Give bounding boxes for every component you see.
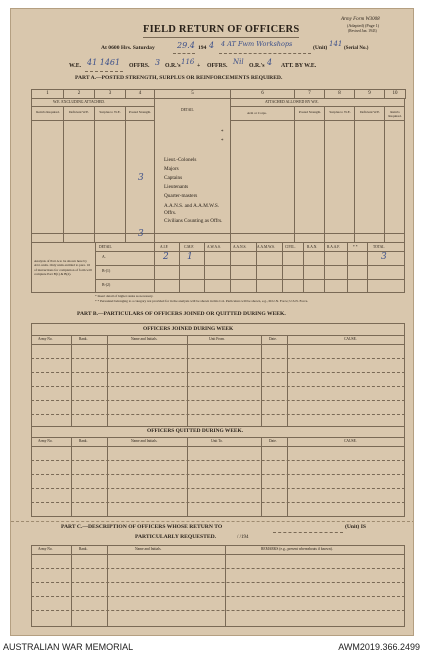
- col-number: 6: [231, 90, 295, 99]
- part-c-table: [31, 545, 405, 627]
- ors2-handwritten: 4: [267, 58, 273, 67]
- offrs-label: OFFRS.: [129, 63, 150, 69]
- joined-col-unit-from: Unit From.: [209, 337, 225, 341]
- analysis-aans-col: A.A.N.S.: [233, 245, 247, 249]
- arm-or-corps-col: Arm or Corps.: [247, 111, 267, 115]
- unit-handwritten: 4 AT Fwm Workshops: [221, 40, 293, 48]
- analysis-aamws-col: A.A.M.W.S.: [257, 245, 275, 249]
- total-posted-handwritten: 3: [138, 229, 144, 239]
- posted-strength-right-col: Posted Strength.: [298, 110, 322, 114]
- rank-quartermasters: Quarter-masters: [164, 193, 198, 199]
- archive-name: AUSTRALIAN WAR MEMORIAL: [3, 642, 134, 652]
- deficient-right-col: Deficient W.E.: [359, 110, 381, 114]
- quitted-col-date: Date.: [269, 439, 277, 443]
- footnote-2: * * Personnel belonging to a category not provided for in the analysis will be shown in this Col. Particulars will be shown, e.g., M.U.N. Force; U.S.N. Force.: [95, 299, 309, 303]
- quitted-col-name: Name and Initials.: [131, 439, 158, 443]
- part-c-requested: PARTICULARLY REQUESTED.: [135, 534, 217, 540]
- attached-allowed-heading: ATTACHED ALLOWED BY W.E.: [265, 100, 319, 104]
- analysis-detail-col: DETAIL: [99, 245, 112, 249]
- quitted-col-cause: CAUSE.: [344, 439, 357, 443]
- part-c-unit-is: (Unit) IS: [345, 524, 366, 530]
- detail-heading: DETAIL: [181, 108, 194, 112]
- form-id-line2: (Adapted) (Page 1): [347, 23, 380, 28]
- analysis-row-b1: B-(1): [102, 269, 111, 273]
- analysis-cmf-col: C.M.F.: [184, 245, 194, 249]
- form-id-line1: Army Form W3008: [341, 17, 380, 22]
- joined-title: OFFICERS JOINED DURING WEEK: [143, 326, 234, 332]
- quitted-col-army-no: Army No.: [38, 439, 53, 443]
- at-hours-label: At 0600 Hrs. Saturday: [101, 45, 155, 51]
- cmf-handwritten: 1: [187, 252, 193, 262]
- joined-col-cause: CAUSE.: [344, 337, 357, 341]
- we-handwritten: 41 1461: [87, 58, 121, 67]
- rank-captains: Captains: [164, 175, 183, 181]
- analysis-aif-col: A.I.F.: [160, 245, 169, 249]
- posted-strength-col: Posted Strength.: [128, 110, 152, 114]
- att-by-we-label: ATT. BY W.E.: [281, 63, 317, 69]
- quitted-col-rank: Rank.: [79, 439, 88, 443]
- deficient-col: Deficient W.E.: [68, 110, 90, 114]
- col-number: 2: [64, 90, 95, 99]
- part-c-date-fill: / /194: [237, 535, 249, 540]
- serial-label: (Serial No.): [344, 46, 369, 51]
- serial-handwritten: 141: [329, 40, 343, 48]
- part-c-col-remarks: REMARKS (e.g., present whereabouts if known).: [261, 547, 333, 551]
- form-page: Army Form W3008 (Adapted) (Page 1) (Revised Jan. 1943) FIELD RETURN OF OFFICERS At 0600 Hrs. Saturday 29.4 194 4 4 AT Fwm Workshops (Unit) 141 (Serial No.) W.E. 41 1461 OFFRS. 3 O.R.'s 116 + OFFRS. Nil O.R.'s 4 ATT. BY W.E. PART A.—POSTED STRENGTH, SURPLUS OR REINFORCEMENTS REQUIRED. 1 2 3 4 5 6 7 8 9 10 W.E. EXCLUDING ATTACHED. ATTACHED ALLOWED BY W.E. Rein'ts Required. Deficient W.E. Surplus to W.E. Posted Strength. DETAIL Arm or Corps. Posted Strength. Surplus to W.E. Deficient W.E. Rein'ts Required. * * Lieut.-Colonels Majors Captains Lieutenants Quarter-masters A.A.N.S. and A.A.M.W.S. Offrs. Civilians Counting as Offrs. 3 3 Analysis of Part A to be shown here by ALL units. Only units entitled to para. 16 of instructions for completion of form will complete Part B(1) & B(2). DETAIL A.I.F. C.M.F. A.W.A.S. A.A.N.S. A.A.M.W.S. CIVIL. R.A.N. R.A.A.F. * * TOTAL A. B-(1) B-(2) 2 1 3 * Insert detail of higher ranks as necessary. * * Personnel belonging to a category not provided for in the analysis will be shown in this Col. Particulars will be shown, e.g., M.U.N. Force; U.S.N. Force. PART B.—PARTICULARS OF OFFICERS JOINED OR QUITTED DURING WEEK. OFFICERS JOINED DURING WEEK Army No. Rank. Name and Initials. Unit From. Date. CAUSE. OFFICERS QUITTED DURING WEEK. Army No. Rank. Name and Initials. Unit To. Date. CAUSE. PART C.—DESCRIPTION OF OFFICERS WHOSE RETURN TO (Unit) IS PARTICULARLY REQUESTED. / /194 Army No. Rank. Name and Initials. REMARKS (e.g., present whereabouts if known).: [10, 8, 414, 636]
- col-number: 9: [355, 90, 385, 99]
- part-a-title: PART A.—POSTED STRENGTH, SURPLUS OR REINFORCEMENTS REQUIRED.: [75, 75, 283, 81]
- analysis-raaf-col: R.A.A.F.: [327, 245, 340, 249]
- surplus-col: Surplus to W.E.: [99, 110, 121, 114]
- surplus-right-col: Surplus to W.E.: [329, 110, 351, 114]
- rank-majors: Majors: [164, 166, 179, 172]
- rank-lt-colonels: Lieut.-Colonels: [164, 157, 197, 163]
- footnote-1: * Insert detail of higher ranks as necessary.: [95, 294, 154, 298]
- col-number: 7: [295, 90, 325, 99]
- aif-handwritten: 2: [163, 252, 169, 262]
- captains-handwritten: 3: [138, 173, 144, 183]
- col-number: 4: [126, 90, 155, 99]
- archive-id: AWM2019.366.2499: [338, 642, 420, 652]
- analysis-awas-col: A.W.A.S.: [207, 245, 221, 249]
- offrs2-label: OFFRS.: [207, 63, 228, 69]
- analysis-total-col: TOTAL: [373, 245, 385, 249]
- col-number: 10: [385, 90, 406, 99]
- analysis-ran-col: R.A.N.: [307, 245, 318, 249]
- total-handwritten: 3: [381, 252, 387, 262]
- col-number: 1: [32, 90, 64, 99]
- part-c-col-name: Name and Initials.: [135, 547, 162, 551]
- title-underline: [143, 37, 299, 38]
- joined-col-date: Date.: [269, 337, 277, 341]
- ors-handwritten: 116: [181, 58, 195, 66]
- col-number: 8: [325, 90, 355, 99]
- part-c-col-rank: Rank.: [79, 547, 88, 551]
- offrs-handwritten: 3: [155, 58, 161, 67]
- joined-col-name: Name and Initials.: [131, 337, 158, 341]
- we-label: W.E.: [69, 63, 82, 69]
- quitted-col-unit-to: Unit To.: [211, 439, 223, 443]
- form-title: FIELD RETURN OF OFFICERS: [143, 24, 300, 35]
- part-c-title: PART C.—DESCRIPTION OF OFFICERS WHOSE RETURN TO: [61, 524, 223, 530]
- fold-line: [11, 521, 414, 522]
- analysis-note: Analysis of Part A to be shown here by ALL units. Only units entitled to para. 16 of instructions for completion of form will complete Part B(1) & B(2).: [34, 259, 92, 276]
- rank-civilians: Civilians Counting as Offrs.: [164, 218, 223, 224]
- part-c-col-army-no: Army No.: [38, 547, 53, 551]
- col-number: 3: [95, 90, 126, 99]
- part-b-title: PART B.—PARTICULARS OF OFFICERS JOINED OR QUITTED DURING WEEK.: [77, 311, 286, 317]
- we-excluding-heading: W.E. EXCLUDING ATTACHED.: [53, 100, 105, 104]
- col-number: 5: [155, 90, 231, 99]
- analysis-row-b2: B-(2): [102, 283, 111, 287]
- rank-aans-aamws: A.A.N.S. and A.A.M.W.S. Offrs.: [164, 203, 220, 216]
- rein-required-right-col: Rein'ts Required.: [388, 110, 402, 119]
- joined-col-army-no: Army No.: [38, 337, 53, 341]
- quitted-title: OFFICERS QUITTED DURING WEEK.: [147, 428, 244, 434]
- ors2-label: O.R.'s: [249, 63, 265, 69]
- plus-sign: +: [197, 63, 201, 69]
- analysis-civil-col: CIVIL.: [285, 245, 296, 249]
- rank-lieutenants: Lieutenants: [164, 184, 189, 190]
- joined-col-rank: Rank.: [79, 337, 88, 341]
- unit-label: (Unit): [313, 45, 328, 51]
- year-label: 194: [198, 45, 207, 51]
- form-id-line3: (Revised Jan. 1943): [348, 29, 377, 33]
- analysis-row-a: A.: [102, 255, 106, 259]
- date-handwritten: 29.4: [177, 41, 195, 50]
- offrs2-handwritten: Nil: [233, 58, 244, 66]
- year-handwritten: 4: [209, 41, 215, 50]
- analysis-other-col: * *: [353, 245, 358, 249]
- rein-required-col: Rein'ts Required.: [36, 110, 60, 114]
- archive-footer: [0, 640, 424, 653]
- ors-label: O.R.'s: [165, 63, 181, 69]
